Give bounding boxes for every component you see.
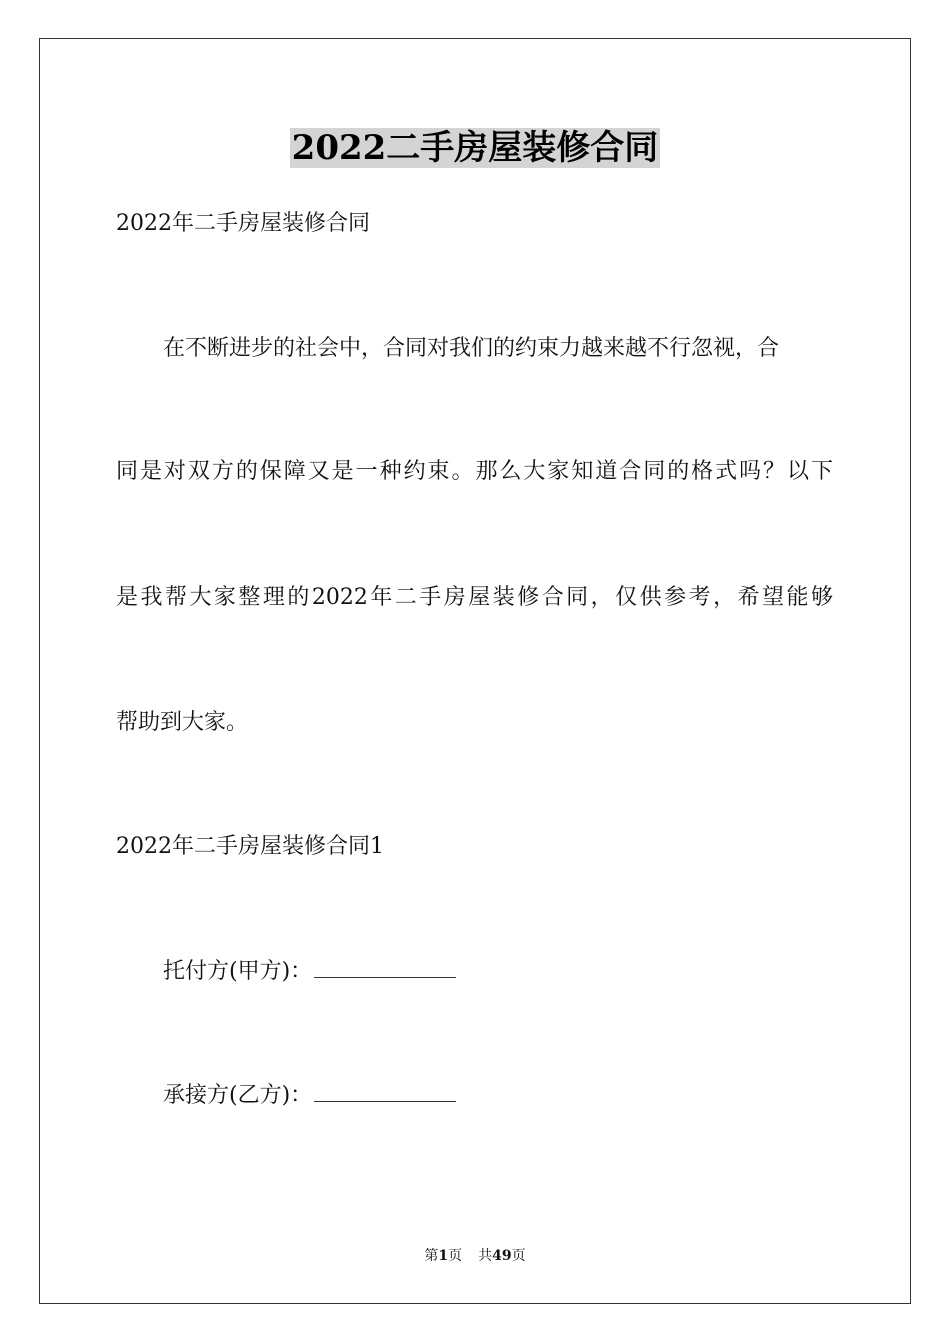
intro-line-2: 同是对双方的保障又是一种约束。那么大家知道合同的格式吗？以下	[116, 459, 833, 484]
intro-line-3: 是我帮大家整理的2022年二手房屋装修合同，仅供参考，希望能够	[116, 585, 833, 610]
footer-total-pages: 49	[492, 1248, 512, 1264]
document-title-text: 2022二手房屋装修合同	[291, 128, 659, 168]
section-heading: 2022年二手房屋装修合同1	[116, 834, 384, 859]
party-b-label: 承接方(乙方)：	[163, 1083, 313, 1108]
footer-total-prefix: 共	[478, 1248, 493, 1264]
page-footer	[0, 1246, 950, 1266]
footer-page-prefix: 第	[424, 1248, 439, 1264]
footer-total-suffix: 页	[511, 1248, 526, 1264]
party-a-blank-field[interactable]	[314, 957, 456, 978]
party-a-row	[163, 957, 883, 987]
intro-line-1: 在不断进步的社会中，合同对我们的约束力越来越不行忽视，合	[163, 336, 780, 361]
intro-line-4: 帮助到大家。	[116, 710, 249, 735]
party-b-row	[163, 1081, 883, 1111]
footer-page-suffix: 页	[448, 1248, 463, 1264]
document-title	[0, 125, 950, 171]
footer-page-number: 1	[438, 1248, 449, 1264]
document-subtitle: 2022年二手房屋装修合同	[116, 211, 370, 236]
party-b-blank-field[interactable]	[314, 1081, 456, 1102]
party-a-label: 托付方(甲方)：	[163, 959, 313, 984]
